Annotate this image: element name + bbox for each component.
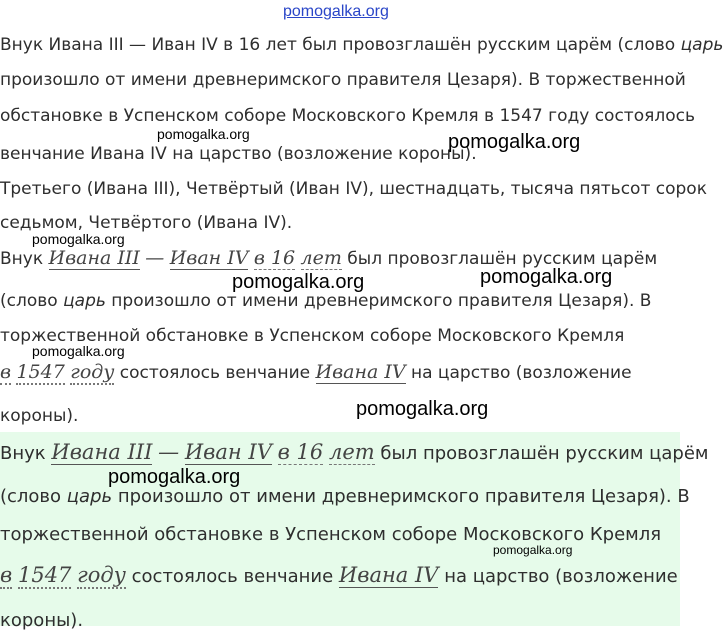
annotated-word: в [0, 563, 13, 587]
annotated-word: году [77, 563, 126, 587]
text-span: состоялось венчание [119, 363, 311, 383]
text-span: Внук [0, 443, 46, 464]
watermark: pomogalka.org [157, 126, 250, 142]
emphasis-word: царь [680, 35, 723, 55]
annotated-word: Иван IV [184, 440, 272, 464]
text-line: торжественной обстановке в Успенском соборе Московского Кремля [0, 326, 625, 346]
annotated-word: 1547 [17, 563, 72, 587]
text-span: Внук Ивана III — Иван IV в 16 лет был провозглашён русским царём (слово [0, 35, 681, 55]
text-span: Внук [0, 249, 44, 269]
watermark-link[interactable]: pomogalka.org [283, 3, 389, 20]
annotated-word: Иван IV [169, 247, 249, 269]
text-line: короны). [0, 610, 84, 631]
text-line: обстановке в Успенском соборе Московского Кремля в 1547 году состоялось [0, 106, 695, 126]
text-line [0, 486, 690, 508]
text-span: (слово [0, 291, 64, 311]
annotated-word: Ивана III [48, 247, 140, 269]
text-line: седьмом, Четвёртого (Ивана IV). [0, 213, 293, 233]
watermark: pomogalka.org [32, 343, 125, 359]
text-line: торжественной обстановке в Успенском соборе Московского Кремля [0, 524, 662, 545]
text-span: произошло от имени древнеримского правителя Цезаря). В [112, 486, 690, 507]
text-span: произошло от имени древнеримского правителя Цезаря). В [105, 291, 652, 311]
text-line: произошло от имени древнеримского правителя Цезаря). В торжественной [0, 70, 686, 90]
text-span: на царство (возложение [444, 566, 678, 587]
text-line [0, 290, 651, 312]
annotated-word: в 16 [277, 440, 324, 464]
text-span: был провозглашён русским царём [380, 443, 709, 464]
annotated-word: Ивана IV [315, 361, 406, 383]
text-span: состоялось венчание [131, 566, 334, 587]
watermark: pomogalka.org [493, 543, 573, 557]
watermark: pomogalka.org [448, 131, 581, 153]
watermark: pomogalka.org [32, 231, 125, 247]
annotated-word: лет [328, 440, 375, 464]
text-span: был провозглашён русским царём [347, 249, 658, 269]
annotated-word: Ивана IV [338, 563, 439, 587]
text-span: — [145, 247, 165, 269]
watermark: pomogalka.org [356, 398, 489, 420]
watermark: pomogalka.org [480, 266, 613, 288]
text-span: на царство (возложение [410, 363, 632, 383]
emphasis-word: царь [63, 291, 106, 311]
text-line [0, 34, 723, 56]
annotated-word: в [0, 361, 12, 383]
annotated-word: в 16 [253, 247, 296, 269]
text-line: Третьего (Ивана III), Четвёртый (Иван IV), шестнадцать, тысяча пятьсот сорок [0, 179, 707, 199]
text-line [0, 361, 632, 384]
text-line [0, 564, 678, 588]
text-line [0, 441, 709, 465]
text-line: короны). [0, 406, 79, 426]
annotated-word: году [70, 361, 115, 383]
annotated-word: Ивана III [51, 440, 153, 464]
watermark: pomogalka.org [232, 271, 365, 293]
annotated-word: 1547 [16, 361, 65, 383]
annotated-word: лет [300, 247, 342, 269]
text-line: венчание Ивана IV на царство (возложение короны). [0, 144, 477, 164]
emphasis-word: царь [66, 486, 113, 507]
text-span: (слово [0, 486, 67, 507]
watermark: pomogalka.org [108, 466, 241, 488]
text-span: — [158, 440, 180, 464]
